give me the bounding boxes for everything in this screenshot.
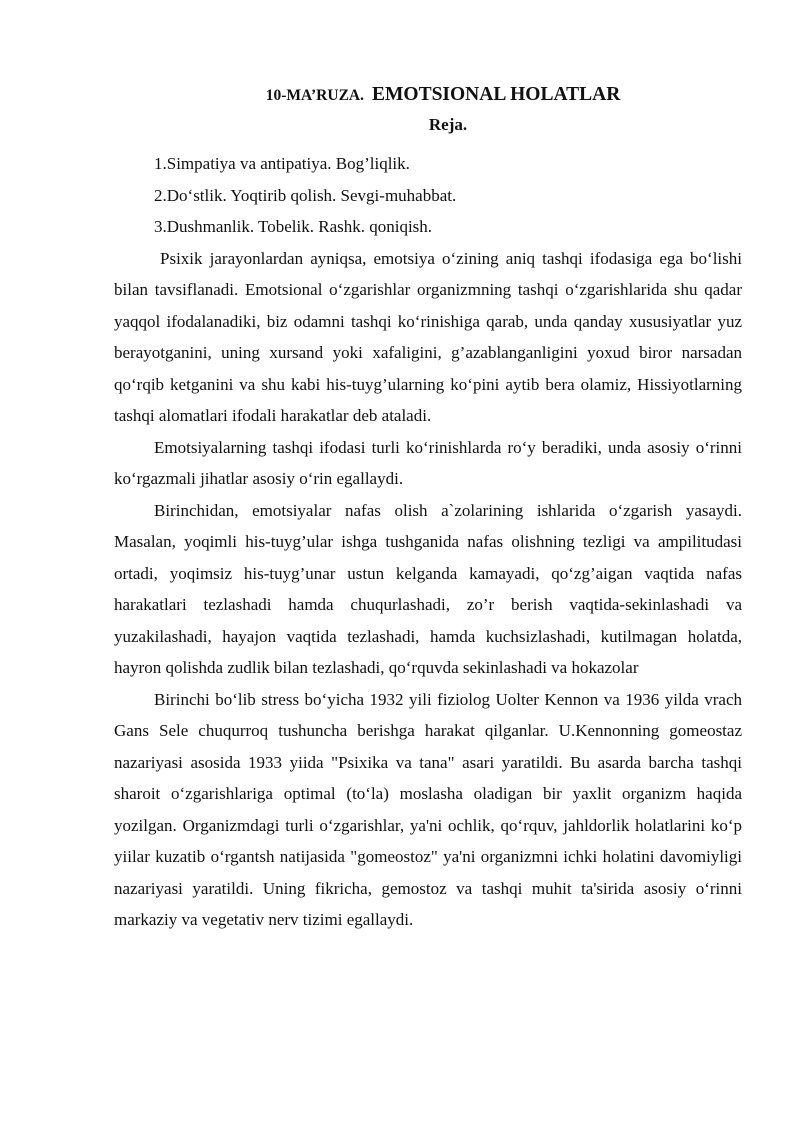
title-main: EMOTSIONAL HOLATLAR: [371, 84, 621, 105]
plan-list: [114, 148, 742, 243]
body-paragraph: Psixik jarayonlardan ayniqsa, emotsiya o‘zining aniq tashqi ifodasiga ega bo‘lishi bilan tavsiflanadi. Emotsional o‘zgarishlar organizmning tashqi o‘zgarishlarida shu qadar yaqqol ifodalanadiki, biz odamni tashqi ko‘rinishiga qarab, unda qanday xususiyatlar yuz berayotganini, uning xursand yoki xafaligini, g’azablanganligini yoxud biror narsadan qo‘rqib ketganini va shu kabi his-tuyg’ularning ko‘pini aytib bera olamiz, Hissiyotlarning tashqi alomatlari ifodali harakatlar deb ataladi.: [114, 248, 742, 425]
plan-item: 2.Do‘stlik. Yoqtirib qolish. Sevgi-muhabbat.: [154, 185, 457, 205]
document-page: [114, 74, 742, 936]
plan-item: 3.Dushmanlik. Tobelik. Rashk. qoniqish.: [154, 217, 433, 236]
body-paragraph: Birinchi bo‘lib stress bo‘yicha 1932 yili fiziolog Uolter Kennon va 1936 yilda vrach Gans Sele chuqurroq tushuncha berishga harakat qilganlar. U.Kennonning gomeostaz nazariyasi asosida 1933 yiida "Psixika va tana" asari yaratildi. Bu asarda barcha tashqi sharoit o‘zgarishlariga optimal (to‘la) moslasha oladigan bir yaxlit organizm haqida yozilgan. Organizmdagi turli o‘zgarishlar, ya'ni ochlik, qo‘rquv, jahldorlik holatlarini ko‘p yiilar kuzatib o‘rgantsh natijasida "gomeostoz" ya'ni organizmni ichki holatini davomiyligi nazariyasi yaratildi. Uning fikricha, gemostoz va tashqi muhit ta'sirida asosiy o‘rinni markaziy va vegetativ nerv tizimi egallaydi.: [114, 689, 742, 929]
title-prefix: 10-MA’RUZA.: [265, 87, 364, 104]
plan-item: 1.Simpatiya va antipatiya. Bog’liqlik.: [154, 154, 410, 173]
body-paragraph: Emotsiyalarning tashqi ifodasi turli ko‘rinishlarda ro‘y beradiki, unda asosiy o‘rinni ko‘rgazmali jihatlar asosiy o‘rin egallaydi.: [114, 437, 742, 488]
plan-heading: Reja.: [428, 115, 468, 134]
body-paragraph: Birinchidan, emotsiyalar nafas olish a`zolarining ishlarida o‘zgarish yasaydi. Masalan, yoqimli his-tuyg’ular ishga tushganida nafas olishning tezligi va ampilitudasi ortadi, yoqimsiz his-tuyg’unar ustun kelganda kamayadi, qo‘zg’aigan vaqtida nafas harakatlari tezlashadi hamda chuqurlashadi, zo’r berish vaqtida-sekinlashadi va yuzakilashadi, hayajon vaqtida tezlashadi, hamda kuchsizlashadi, kutilmagan holatda, hayron qolishda zudlik bilan tezlashadi, qo‘rquvda sekinlashadi va hokazolar: [114, 500, 742, 677]
page-title: [114, 74, 742, 104]
